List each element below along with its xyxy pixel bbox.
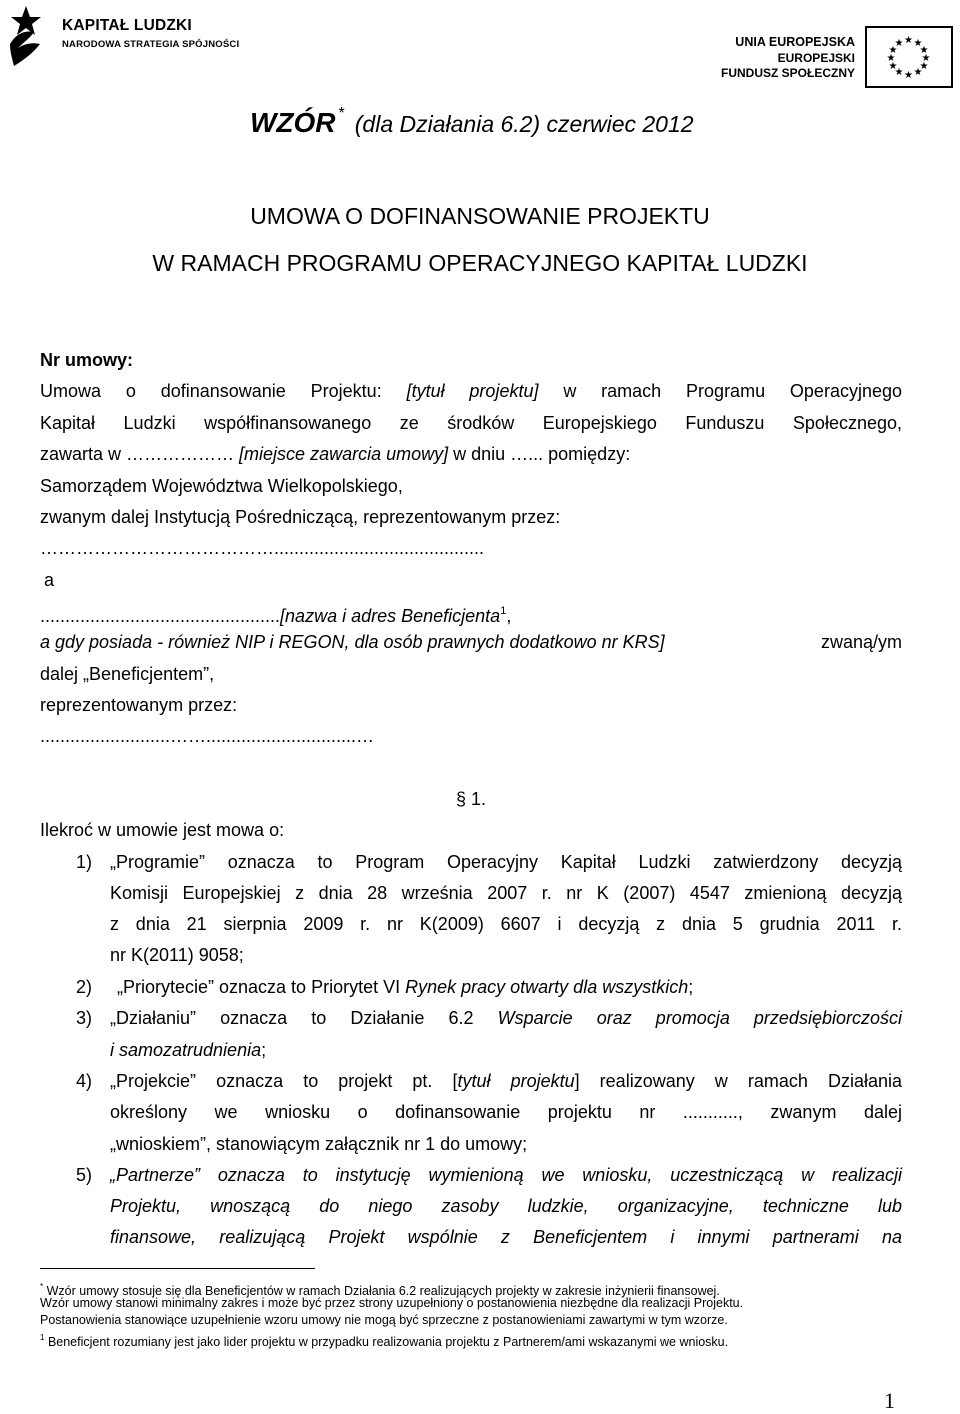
item-3-b: Wsparcie oraz promocja przedsiębiorczości bbox=[497, 1008, 902, 1028]
logo-right-line1: UNIA EUROPEJSKA bbox=[735, 35, 855, 49]
intro-l1-a: Umowa o dofinansowanie Projektu: bbox=[40, 381, 382, 401]
item-5-line-3: finansowe, realizującą Projekt wspólnie z Beneficjentem i innymi partnerami na bbox=[110, 1227, 902, 1247]
item-1-line-2: Komisji Europejskiej z dnia 28 września 2007 r. nr K (2007) 4547 zmienioną decyzją bbox=[110, 883, 902, 903]
beneficiary-placeholder: [nazwa i adres Beneficjenta bbox=[280, 606, 501, 626]
item-5-line-1: „Partnerze” oznacza to instytucję wymienioną we wniosku, uczestniczącą w realizacji bbox=[110, 1165, 902, 1185]
intro-line-1 bbox=[40, 380, 902, 402]
item-2-number: 2) bbox=[76, 977, 93, 997]
intro-l8-c: , bbox=[506, 606, 512, 626]
footnote-2: Wzór umowy stanowi minimalny zakres i może być przez strony uzupełniony o postanowienia niezbędne dla realizacji Projektu. bbox=[40, 1296, 744, 1310]
svg-text:★: ★ bbox=[904, 35, 913, 46]
svg-text:★: ★ bbox=[894, 67, 904, 78]
wzor-label: WZÓR bbox=[250, 107, 336, 138]
page-number: 1 bbox=[884, 1388, 895, 1413]
item-1-number: 1) bbox=[76, 852, 93, 872]
footnote-one: 1 bbox=[40, 1333, 45, 1342]
logo-right-line3: FUNDUSZ SPOŁECZNY bbox=[720, 66, 855, 80]
item-3-line-2 bbox=[110, 1039, 266, 1061]
footnote-4-text: Beneficjent rozumiany jest jako lider projektu w przypadku realizowania projektu z Partnerem/ami wskazanymi we wniosku. bbox=[47, 1335, 729, 1349]
intro-line-7: a bbox=[44, 570, 55, 590]
intro-l9-b: zwaną/ym bbox=[820, 632, 902, 652]
section-lead: Ilekroć w umowie jest mowa o: bbox=[40, 820, 285, 840]
beneficiary-placeholder-cont: a gdy posiada - również NIP i REGON, dla osób prawnych dodatkowo nr KRS] bbox=[40, 632, 665, 652]
svg-text:★: ★ bbox=[904, 70, 913, 81]
item-3-d: ; bbox=[261, 1040, 267, 1060]
section-mark: § 1. bbox=[456, 789, 487, 809]
kapital-ludzki-logo bbox=[4, 4, 240, 70]
contract-number-label: Nr umowy: bbox=[40, 350, 134, 370]
item-4-a: „Projekcie” oznacza to projekt pt. [ bbox=[110, 1071, 458, 1091]
footnote-4 bbox=[40, 1330, 728, 1350]
item-2-a: „Priorytecie” oznacza to Priorytet VI bbox=[117, 977, 401, 997]
svg-text:★: ★ bbox=[888, 61, 898, 72]
intro-line-3 bbox=[40, 443, 630, 465]
item-4-line-2: określony we wniosku o dofinansowanie projektu nr ..........., zwanym dalej bbox=[110, 1102, 902, 1122]
item-1-line-3: z dnia 21 sierpnia 2009 r. nr K(2009) 6607 i decyzją z dnia 5 grudnia 2011 r. bbox=[110, 914, 902, 934]
intro-line-6: ………………………………….......................................... bbox=[40, 538, 485, 558]
eu-efs-logo bbox=[720, 22, 957, 88]
item-4-line-1 bbox=[110, 1070, 902, 1092]
intro-l3-c: w dniu …... pomiędzy: bbox=[453, 444, 631, 464]
intro-line-10: dalej „Beneficjentem”, bbox=[40, 664, 215, 684]
item-5-line-2: Projektu, wnoszącą do niego zasoby ludzkie, organizacyjne, techniczne lub bbox=[110, 1196, 902, 1216]
svg-text:★: ★ bbox=[919, 45, 929, 56]
footnote-3: Postanowienia stanowiące uzupełnienie wzoru umowy nie mogą być sprzeczne z postanowieniami zawartymi w tym wzorze. bbox=[40, 1313, 728, 1327]
intro-line-2: Kapitał Ludzki współfinansowanego ze środków Europejskiego Funduszu Społecznego, bbox=[40, 413, 902, 433]
svg-text:★: ★ bbox=[921, 53, 931, 64]
item-3-line-1 bbox=[110, 1007, 902, 1029]
item-1-line-4: nr K(2011) 9058; bbox=[110, 945, 244, 965]
item-2-b: Rynek pracy otwarty dla wszystkich bbox=[405, 977, 689, 997]
intro-line-12: ..........................……..............................… bbox=[40, 726, 375, 746]
document-status-line bbox=[250, 105, 694, 139]
footnote-1-text: Wzór umowy stosuje się dla Beneficjentów w ramach Działania 6.2 realizujących projekty w zakresie inżynierii finansowej. bbox=[46, 1284, 720, 1298]
footnote-ref-1: 1 bbox=[500, 605, 507, 617]
document-heading-2: W RAMACH PROGRAMU OPERACYJNEGO KAPITAŁ LUDZKI bbox=[152, 250, 808, 276]
item-1-line-1: „Programie” oznacza to Program Operacyjny Kapitał Ludzki zatwierdzony decyzją bbox=[110, 852, 902, 872]
item-2-c: ; bbox=[688, 977, 694, 997]
logo-left-line2: NARODOWA STRATEGIA SPÓJNOŚCI bbox=[62, 39, 240, 50]
intro-line-11: reprezentowanym przez: bbox=[40, 695, 238, 715]
eu-flag-icon bbox=[865, 26, 953, 88]
logo-right-line2: EUROPEJSKI bbox=[777, 51, 855, 65]
svg-text:★: ★ bbox=[913, 67, 923, 78]
svg-text:★: ★ bbox=[913, 38, 923, 49]
svg-text:★: ★ bbox=[919, 61, 929, 72]
kapital-ludzki-emblem-icon bbox=[4, 4, 52, 70]
svg-text:★: ★ bbox=[894, 38, 904, 49]
svg-text:★: ★ bbox=[888, 45, 898, 56]
intro-l3-a: zawarta w ……………… bbox=[40, 444, 235, 464]
intro-line-4: Samorządem Województwa Wielkopolskiego, bbox=[40, 476, 403, 496]
svg-text:★: ★ bbox=[886, 53, 896, 64]
intro-line-8 bbox=[40, 600, 511, 627]
intro-line-5: zwanym dalej Instytucją Pośredniczącą, reprezentowanym przez: bbox=[40, 507, 561, 527]
footnote-separator bbox=[40, 1268, 315, 1269]
item-2-line bbox=[117, 976, 693, 998]
item-4-number: 4) bbox=[76, 1071, 93, 1091]
wzor-subtitle: (dla Działania 6.2) czerwiec 2012 bbox=[354, 111, 694, 137]
item-3-number: 3) bbox=[76, 1008, 93, 1028]
footnote-star: * bbox=[40, 1282, 44, 1291]
item-4-c: ] realizowany w ramach Działania bbox=[574, 1071, 902, 1091]
document-heading-1: UMOWA O DOFINANSOWANIE PROJEKTU bbox=[250, 203, 710, 229]
item-3-c: i samozatrudnienia bbox=[110, 1040, 262, 1060]
item-4-b: tytuł projektu bbox=[457, 1071, 575, 1091]
intro-line-9 bbox=[40, 631, 902, 653]
project-title-placeholder: [tytuł projektu] bbox=[406, 381, 539, 401]
intro-l8-a: ................................................ bbox=[40, 606, 281, 626]
intro-l1-c: w ramach Programu Operacyjnego bbox=[563, 381, 902, 401]
item-5-number: 5) bbox=[76, 1165, 93, 1185]
item-3-a: „Działaniu” oznacza to Działanie 6.2 bbox=[110, 1008, 474, 1028]
wzor-footnote-mark: * bbox=[338, 105, 345, 122]
place-placeholder: [miejsce zawarcia umowy] bbox=[239, 444, 449, 464]
logo-left-line1: KAPITAŁ LUDZKI bbox=[62, 17, 192, 34]
item-4-line-3: „wnioskiem”, stanowiącym załącznik nr 1 do umowy; bbox=[110, 1134, 528, 1154]
